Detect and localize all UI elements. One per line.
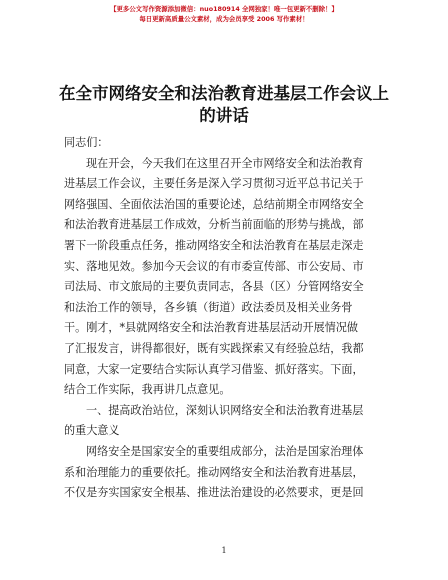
body-line: 实、落地见效。参加今天会议的有市委宣传部、市公安局、市: [64, 259, 364, 273]
body-line: 和法治工作的领导，各乡镇（街道）政法委员及相关业务骨: [64, 300, 353, 314]
body-line: 结合工作实际，我再讲几点意见。: [64, 383, 231, 397]
body-line: 干。刚才，*县就网络安全和法治教育进基层活动开展情况做: [64, 321, 358, 335]
body-line: 进基层工作会议，主要任务是深入学习贯彻习近平总书记关于: [64, 177, 364, 191]
body-line: 网络安全是国家安全的重要组成部分，法治是国家治理体: [86, 444, 364, 458]
section-heading-line: 的重大意义: [64, 424, 120, 438]
promo-banner-line-2: 每日更新高质量公文素材，成为会员享受 2006 写作素材！: [139, 15, 309, 23]
body-line: 现在开会，今天我们在这里召开全市网络安全和法治教育: [86, 156, 364, 170]
page-number: 1: [221, 546, 227, 555]
section-heading-line: 一、提高政治站位，深刻认识网络安全和法治教育进基层: [86, 403, 364, 417]
body-line: 不仅是夯实国家安全根基、推进法治建设的必然要求，更是回: [64, 486, 364, 500]
title-line-1: 在全市网络安全和法治教育进基层工作会议上: [59, 84, 389, 103]
body-line: 了汇报发言，讲得都很好，既有实践探索又有经验总结，我都: [64, 341, 364, 355]
body-line: 司法局、市文旅局的主要负责同志，各县（区）分管网络安全: [64, 280, 364, 294]
body-line: 同意，大家一定要结合实际认真学习借鉴、抓好落实。下面，: [64, 362, 364, 376]
body-line: 和法治教育进基层工作成效，分析当前面临的形势与挑战，部: [64, 218, 364, 232]
promo-banner-line-1: 【更多公文写作资源添加微信：nuo180914 全网独家！唯一包更新不删除！】: [110, 5, 338, 13]
title-line-2: 的讲话: [199, 106, 249, 125]
document-title: [40, 83, 408, 127]
body-line: 网络强国、全面依法治国的重要论述，总结前期全市网络安全: [64, 197, 364, 211]
salutation: 同志们：: [64, 136, 109, 149]
document-body: [64, 133, 390, 504]
body-line: 署下一阶段重点任务，推动网络安全和法治教育在基层走深走: [64, 238, 364, 252]
body-line: 系和治理能力的重要依托。推动网络安全和法治教育进基层，: [64, 465, 364, 479]
